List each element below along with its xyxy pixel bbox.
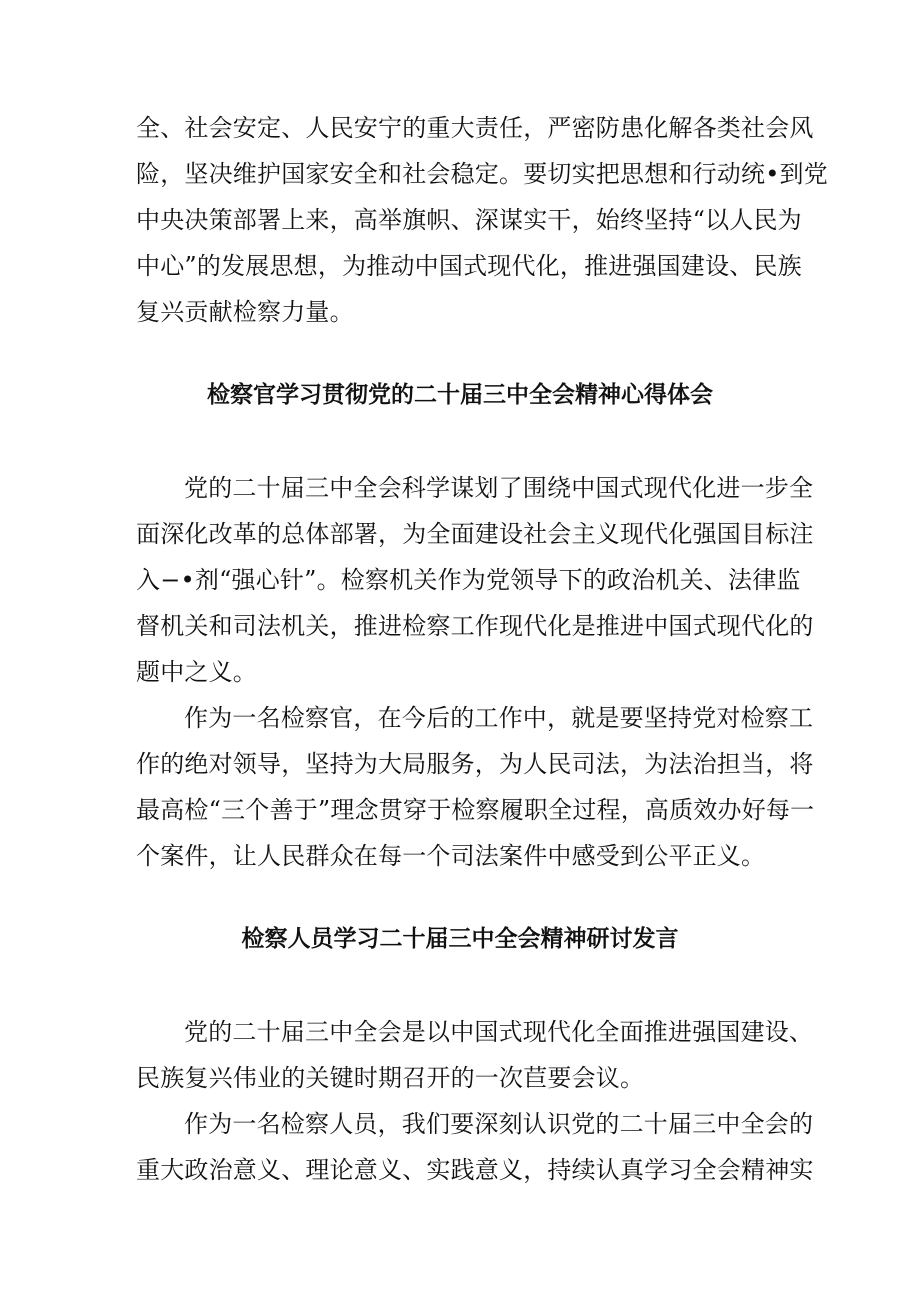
text-line: 险，坚决维护国家安全和社会稳定。要切实把思想和行动统•到党 xyxy=(136,160,828,188)
text-line: 作的绝对领导，坚持为大局服务，为人民司法，为法治担当，将 xyxy=(136,750,814,778)
text-line: 民族复兴伟业的关键时期召开的一次苣要会议。 xyxy=(136,1064,645,1092)
text-line: 题中之义。 xyxy=(136,658,257,686)
text-line: 中央决策部署上来，高举旗帜、深谋实干，始终坚持“以人民为 xyxy=(136,206,802,234)
text-line: 督机关和司法机关，推进检察工作现代化是推进中国式现代化的 xyxy=(136,612,814,640)
text-line: 中心”的发展思想，为推动中国式现代化，推进强国建设、民族 xyxy=(136,252,802,280)
text-line: 作为一名检察官，在今后的工作中，就是要坚持党对检察工 xyxy=(184,704,814,732)
section-title: 检察官学习贯彻党的二十届三中全会精神心得体会 xyxy=(207,382,713,408)
text-line: 作为一名检察人员，我们要深刻认识党的二十届三中全会的 xyxy=(184,1110,814,1138)
text-line: 入−•剂“强心针”。检察机关作为党领导下的政治机关、法律监 xyxy=(136,566,801,594)
text-line: 最高检“三个善于”理念贯穿于检察履职全过程，高质效办好每一 xyxy=(136,796,815,824)
text-line: 党的二十届三中全会科学谋划了围绕中国式现代化进一步全 xyxy=(184,474,814,502)
text-line: 复兴贡献检察力量。 xyxy=(136,298,354,326)
text-line: 全、社会安定、人民安宁的重大责任，严密防患化解各类社会风 xyxy=(136,114,814,142)
text-line: 面深化改革的总体部署，为全面建设社会主义现代化强国目标注 xyxy=(136,520,814,548)
text-line: 个案件，让人民群众在每一个司法案件中感受到公平正义。 xyxy=(136,842,766,870)
text-line: 党的二十届三中全会是以中国式现代化全面推进强国建设、 xyxy=(184,1018,814,1046)
text-line: 重大政治意义、理论意义、实践意义，持续认真学习全会精神实 xyxy=(136,1156,814,1184)
section-title: 检察人员学习二十届三中全会精神研讨发言 xyxy=(241,926,679,952)
